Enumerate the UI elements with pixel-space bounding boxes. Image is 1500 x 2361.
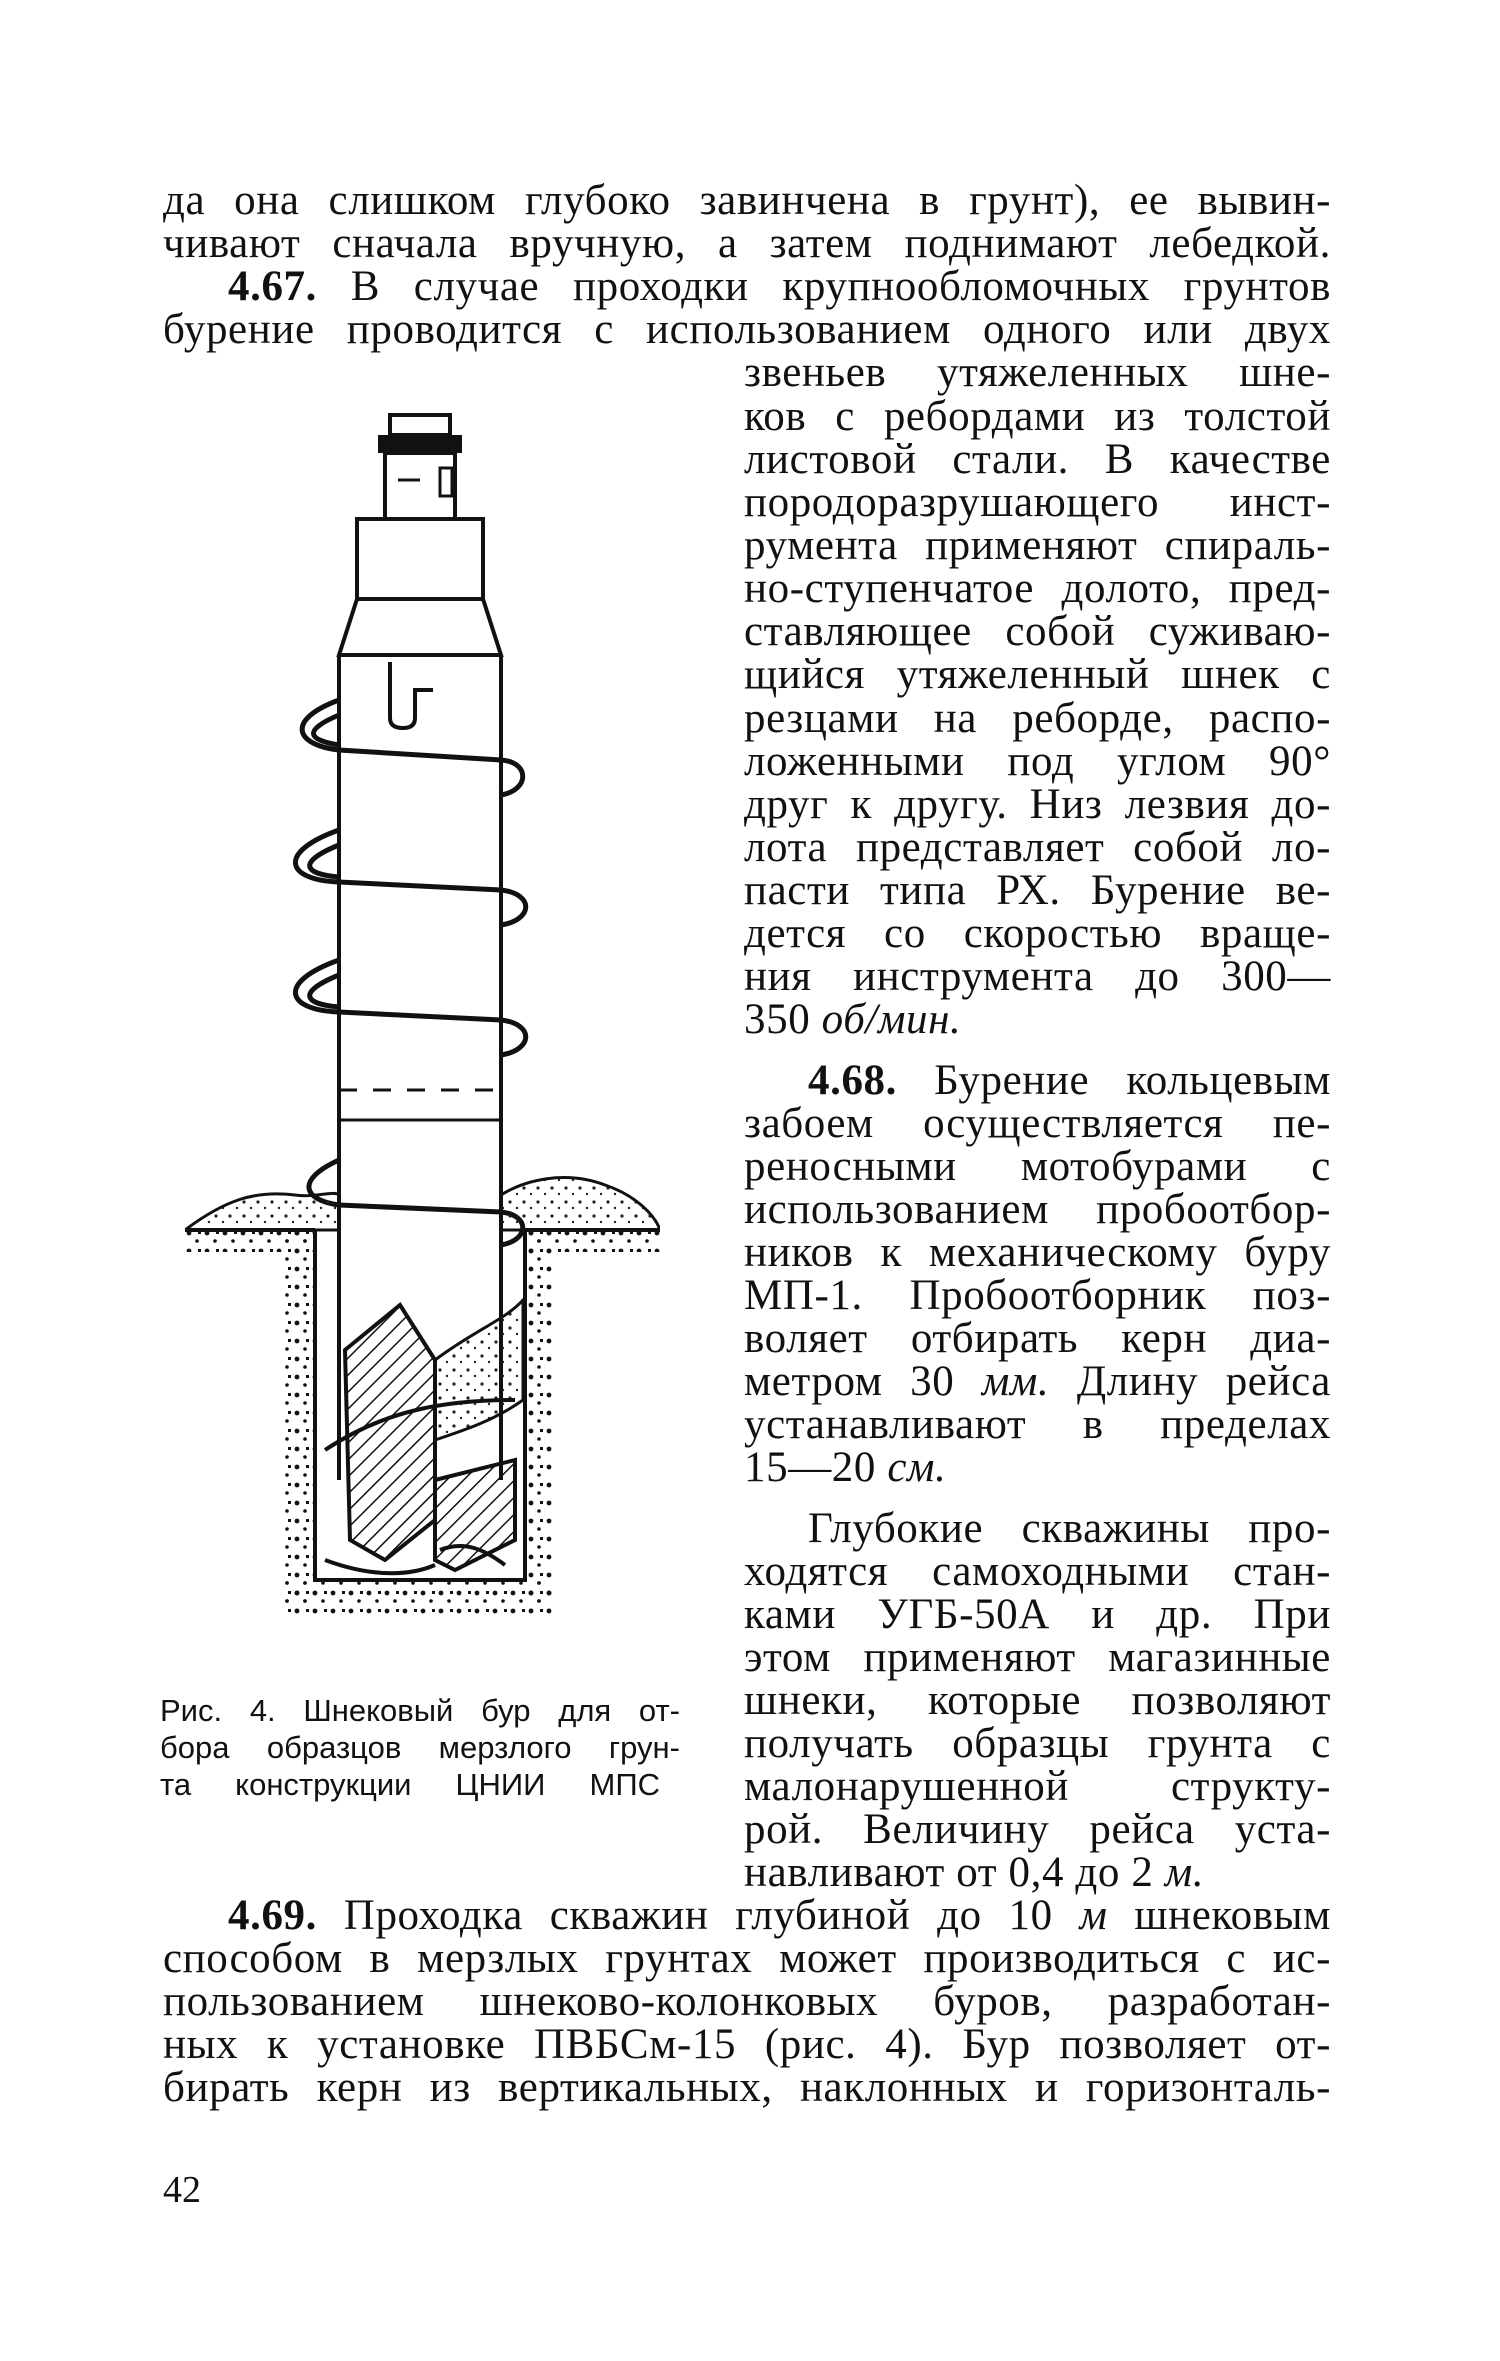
text-line: ников к механическому буру <box>744 1229 1331 1276</box>
text-span: 350 <box>744 996 822 1043</box>
text-line: чивают сначала вручную, а затем поднимают лебедкой. <box>163 220 1331 267</box>
page-number: 42 <box>163 2169 201 2211</box>
text-line: забоем осуществляется пе- <box>744 1100 1331 1147</box>
text-line: резцами на реборде, распо- <box>744 695 1331 742</box>
text-line: друг к другу. Низ лезвия до- <box>744 781 1331 828</box>
text-line: шнеки, которые позволяют <box>744 1677 1331 1724</box>
text-line: звеньев утяжеленных шне- <box>744 349 1331 396</box>
text-line: бирать керн из вертикальных, наклонных и горизонталь- <box>163 2064 1331 2111</box>
text-line: воляет отбирать керн диа- <box>744 1315 1331 1362</box>
text-line: пользованием шнеково-колонковых буров, разработан- <box>163 1978 1331 2025</box>
unit-italic: об/мин. <box>821 996 962 1043</box>
text-line: ходятся самоходными стан- <box>744 1548 1331 1595</box>
figure-caption-line: Рис. 4. Шнековый бур для от- <box>160 1693 680 1728</box>
text-span: 15—20 <box>744 1444 888 1491</box>
text-span: Длину рейса <box>1049 1358 1331 1405</box>
text-span: шнековым <box>1107 1892 1331 1939</box>
unit-italic: м <box>1079 1892 1108 1939</box>
text-span: В случае проходки крупнообломочных грунтов <box>317 263 1331 310</box>
text-line: ставляющее собой суживаю- <box>744 608 1331 655</box>
text-span: Проходка скважин глубиной до 10 <box>317 1892 1080 1939</box>
text-line: рой. Величину рейса уста- <box>744 1806 1331 1853</box>
text-line: листовой стали. В качестве <box>744 436 1331 483</box>
text-line: ложенными под углом 90° <box>744 738 1331 785</box>
text-line: ков с ребордами из толстой <box>744 393 1331 440</box>
text-line: румента применяют спираль- <box>744 522 1331 569</box>
unit-italic: мм. <box>981 1358 1050 1405</box>
auger-drill-figure <box>185 400 660 1670</box>
text-line: породоразрушающего инст- <box>744 479 1331 526</box>
auger-flight <box>295 700 525 1245</box>
text-line: ками УГБ-50А и др. При <box>744 1591 1331 1638</box>
text-line: бурение проводится с использованием одного или двух <box>163 306 1331 353</box>
unit-italic: м. <box>1164 1849 1205 1896</box>
drill-bit <box>325 1300 523 1573</box>
text-line: устанавливают в пределах <box>744 1401 1331 1448</box>
text-line <box>744 1359 1331 1405</box>
figure-caption-line: та конструкции ЦНИИ МПС <box>160 1767 660 1802</box>
text-line: ния инструмента до 300— <box>744 953 1331 1000</box>
text-line: дется со скоростью враще- <box>744 910 1331 957</box>
text-line <box>228 264 1331 310</box>
text-line: щийся утяжеленный шнек с <box>744 651 1331 698</box>
section-number: 4.67. <box>228 263 317 310</box>
text-span: навливают от 0,4 до 2 <box>744 1849 1165 1896</box>
text-line <box>808 1058 1331 1104</box>
text-line: малонарушенной структу- <box>744 1763 1331 1810</box>
text-line: использованием пробоотбор- <box>744 1186 1331 1233</box>
text-line: реносными мотобурами с <box>744 1143 1331 1190</box>
text-line <box>744 1850 1204 1896</box>
section-number: 4.69. <box>228 1892 317 1939</box>
text-line: пасти типа РХ. Бурение ве- <box>744 867 1331 914</box>
text-span: Бурение кольцевым <box>897 1057 1331 1104</box>
text-line: МП-1. Пробоотборник поз- <box>744 1272 1331 1319</box>
text-line: да она слишком глубоко завинчена в грунт), ее вывин- <box>163 177 1331 224</box>
drill-top <box>339 415 501 655</box>
text-span: метром 30 <box>744 1358 982 1405</box>
text-line <box>228 1893 1331 1939</box>
ground-surface <box>185 1178 660 1252</box>
figure-caption-line: бора образцов мерзлого грун- <box>160 1730 680 1765</box>
text-line: способом в мерзлых грунтах может производиться с ис- <box>163 1935 1331 1982</box>
unit-italic: см. <box>887 1444 947 1491</box>
text-line: ных к установке ПВБСм-15 (рис. 4). Бур позволяет от- <box>163 2021 1331 2068</box>
text-line: получать образцы грунта с <box>744 1720 1331 1767</box>
text-line: Глубокие скважины про- <box>808 1505 1331 1552</box>
text-line: но-ступенчатое долото, пред- <box>744 565 1331 612</box>
text-line: лота представляет собой ло- <box>744 824 1331 871</box>
text-line <box>744 997 961 1043</box>
text-line <box>744 1445 946 1491</box>
text-line: этом применяют магазинные <box>744 1634 1331 1681</box>
section-number: 4.68. <box>808 1057 897 1104</box>
